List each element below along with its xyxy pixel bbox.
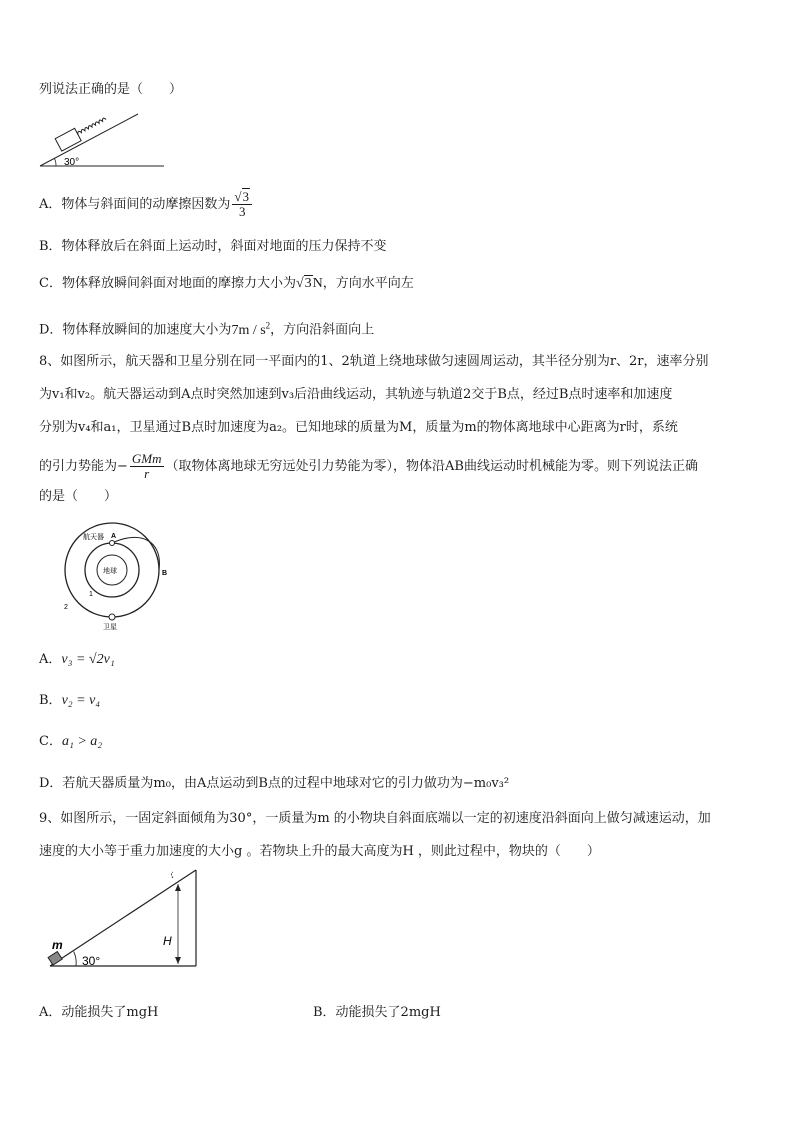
q8-orbit-figure: [55, 520, 185, 635]
q8-label-earth: 地球: [103, 568, 117, 575]
q9-mass-label: m: [52, 938, 63, 952]
q7-option-b[interactable]: B．物体释放后在斜面上运动时，斜面对地面的压力保持不变: [39, 239, 387, 254]
q7-option-c-value: √3N: [295, 276, 323, 291]
q8-option-a-math: v₃ = √2v₁: [61, 652, 115, 667]
q9-angle-label: 30°: [82, 954, 101, 968]
q7-option-d-post: ，方向沿斜面向上: [270, 322, 375, 338]
q8-label-orbit-2: 2: [64, 604, 68, 611]
q7-option-c-pre: C．物体释放瞬间斜面对地面的摩擦力大小为: [39, 276, 296, 291]
q9-stem-line-1: 9、如图所示，一固定斜面倾角为30°，一质量为m 的小物块自斜面底端以一定的初速度沿斜面向上做匀减速运动，加: [39, 811, 711, 826]
q8-option-c-math: a₁ > a₂: [61, 734, 103, 749]
q7-option-c[interactable]: [39, 274, 414, 294]
q7-incline-figure: [38, 108, 168, 170]
q9-option-a[interactable]: A．动能损失了mgH: [39, 1005, 159, 1020]
q8-stem-line-4: 的引力势能为− $\frac{\text{GMm}}{r}$ （取物体离地球无穷远处引力势能为零），物体沿AB曲线运动时机械能为零。则下列说法正确: [39, 451, 698, 481]
q8-option-b-math: v₂ = v₄: [61, 693, 101, 708]
q7-option-a-fraction: $\frac{√3}{3}$: [232, 190, 252, 219]
q9-incline-figure: [42, 862, 202, 972]
q9-option-b[interactable]: B．动能损失了2mgH: [313, 1005, 441, 1020]
q8-label-spacecraft: 航天器: [83, 534, 104, 541]
q8-stem-line-2: 为v₁和v₂。航天器运动到A点时突然加速到v₃后沿曲线运动，其轨迹与轨道2交于B点，经过B点时速率和加速度: [39, 387, 673, 402]
q7-option-d[interactable]: [39, 315, 374, 341]
q8-option-b[interactable]: B．v₂ = v₄: [39, 693, 101, 708]
q8-label-b: B: [162, 570, 168, 577]
q8-potential-energy-fraction: $\frac{\text{GMm}}{r}$: [131, 451, 162, 481]
q7-stem-tail: 列说法正确的是（ ）: [39, 82, 183, 97]
q8-label-satellite: 卫星: [103, 624, 117, 631]
q9-stem-line-2: 速度的大小等于重力加速度的大小g 。若物块上升的最大高度为H ，则此过程中，物块的（ ）: [39, 844, 600, 859]
q7-option-a-text: A．物体与斜面间的动摩擦因数为: [39, 197, 231, 212]
q8-stem-line-1: 8、如图所示，航天器和卫星分别在同一平面内的1、2轨道上绕地球做匀速圆周运动，其半径分别为r、2r，速率分别: [39, 354, 709, 369]
q7-option-d-pre: D．物体释放瞬间的加速度大小为: [39, 322, 232, 338]
q8-option-a[interactable]: A．v₃ = √2v₁: [39, 652, 115, 667]
q8-option-d[interactable]: D．若航天器质量为m₀，由A点运动到B点的过程中地球对它的引力做功为−m₀v₃²: [39, 776, 510, 791]
q8-label-orbit-1: 1: [89, 591, 93, 598]
q8-stem-line-5: 的是（ ）: [39, 489, 118, 504]
q7-option-c-post: ，方向水平向左: [322, 276, 414, 291]
q9-height-label: H: [163, 934, 172, 948]
q8-stem-line-3: 分别为v₄和a₁，卫星通过B点时加速度为a₂。已知地球的质量为M，质量为m的物体离地球中心距离为r时，系统: [39, 420, 678, 435]
q8-option-c[interactable]: C．a₁ > a₂: [39, 734, 103, 749]
q7-angle-label: 30°: [64, 157, 80, 168]
q8-label-a: A: [111, 533, 117, 540]
q7-option-a[interactable]: [39, 190, 254, 219]
q7-option-d-value: $7m / s^2$: [231, 320, 271, 338]
